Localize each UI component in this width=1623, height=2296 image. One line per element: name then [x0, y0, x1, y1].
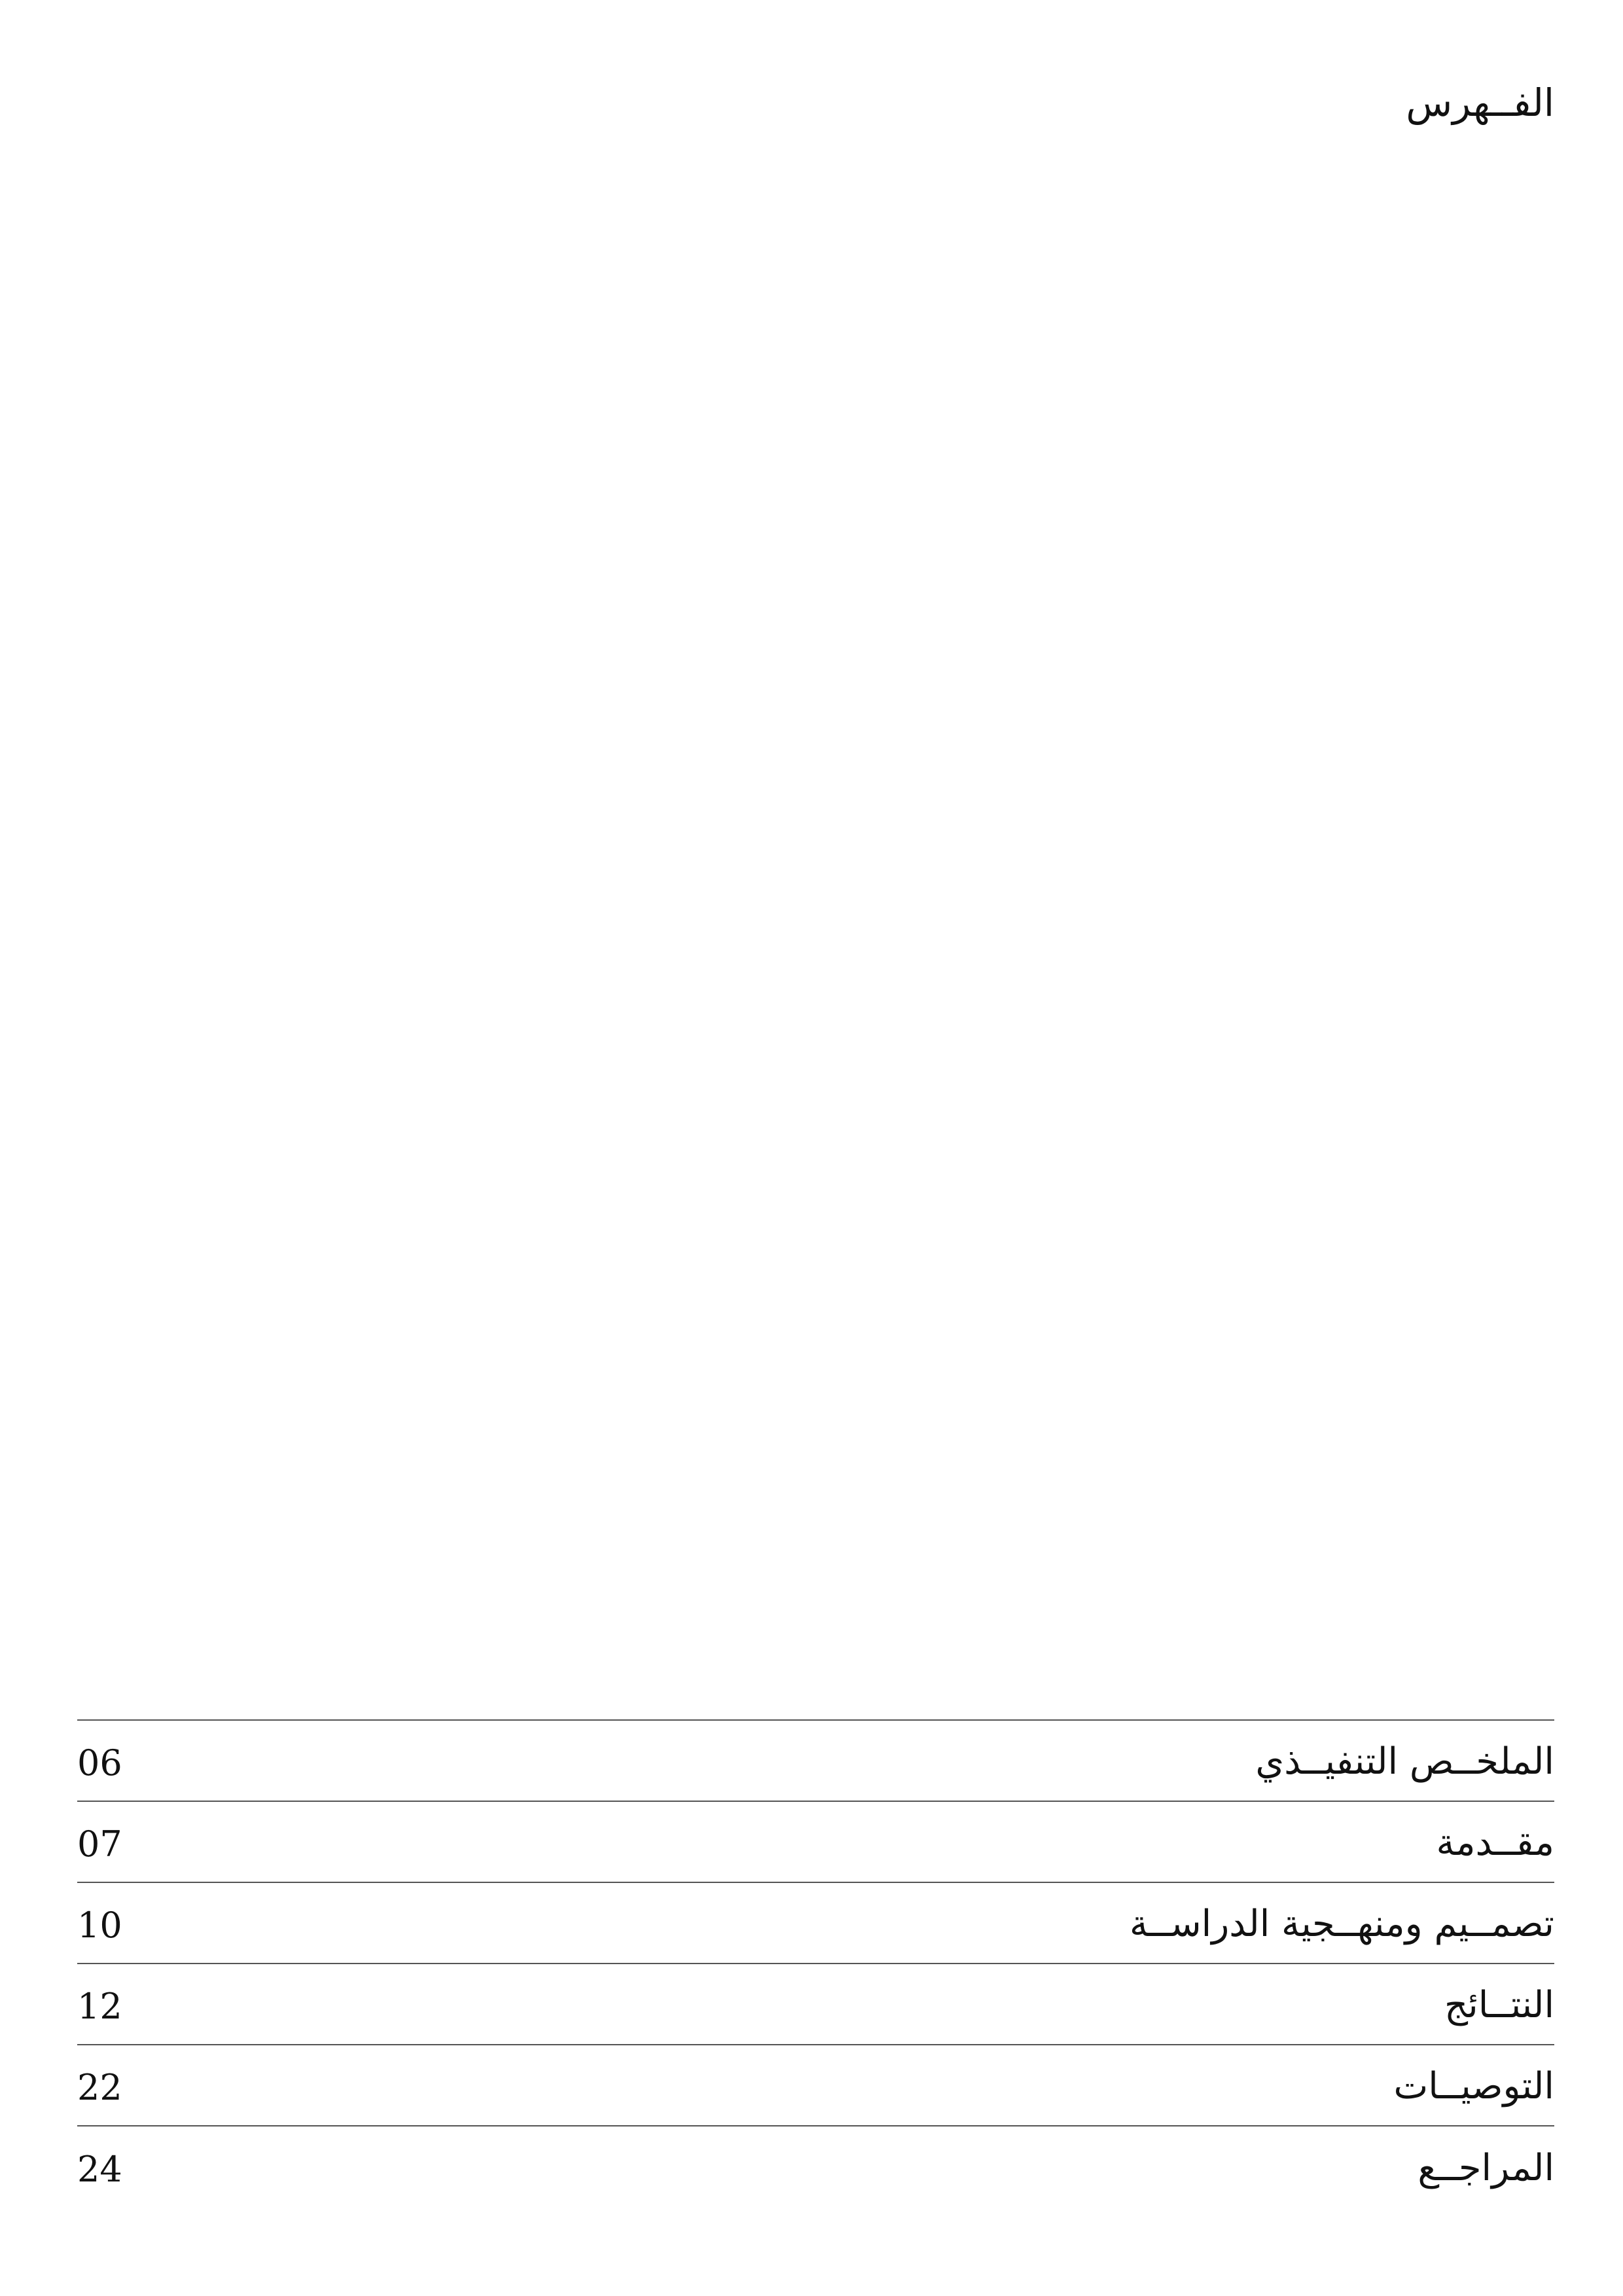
toc-entry-label: تصمــيم ومنهــجية الدراســة	[1129, 1903, 1554, 1945]
table-of-contents	[77, 1719, 1554, 2208]
toc-row-recommendations[interactable]	[77, 2045, 1554, 2126]
toc-page-number: 12	[77, 1986, 122, 2027]
toc-page-number: 24	[77, 2149, 122, 2190]
toc-row-results[interactable]	[77, 1964, 1554, 2045]
toc-page-number: 07	[77, 1823, 122, 1865]
toc-entry-label: الملخــص التنفيــذي	[1255, 1740, 1554, 1783]
toc-entry-label: التوصيــات	[1393, 2065, 1554, 2108]
toc-page-number: 06	[77, 1742, 122, 1784]
toc-row-introduction[interactable]	[77, 1802, 1554, 1883]
toc-entry-label: مقــدمة	[1436, 1821, 1554, 1864]
toc-entry-label: المراجــع	[1418, 2147, 1554, 2189]
toc-page-number: 22	[77, 2067, 122, 2108]
toc-row-executive-summary[interactable]	[77, 1721, 1554, 1802]
toc-page-number: 10	[77, 1905, 122, 1946]
toc-entry-label: النتــائج	[1444, 1984, 1554, 2026]
toc-row-references[interactable]	[77, 2126, 1554, 2208]
page-title: الفــهرس	[1406, 81, 1554, 125]
toc-row-study-design[interactable]	[77, 1883, 1554, 1964]
